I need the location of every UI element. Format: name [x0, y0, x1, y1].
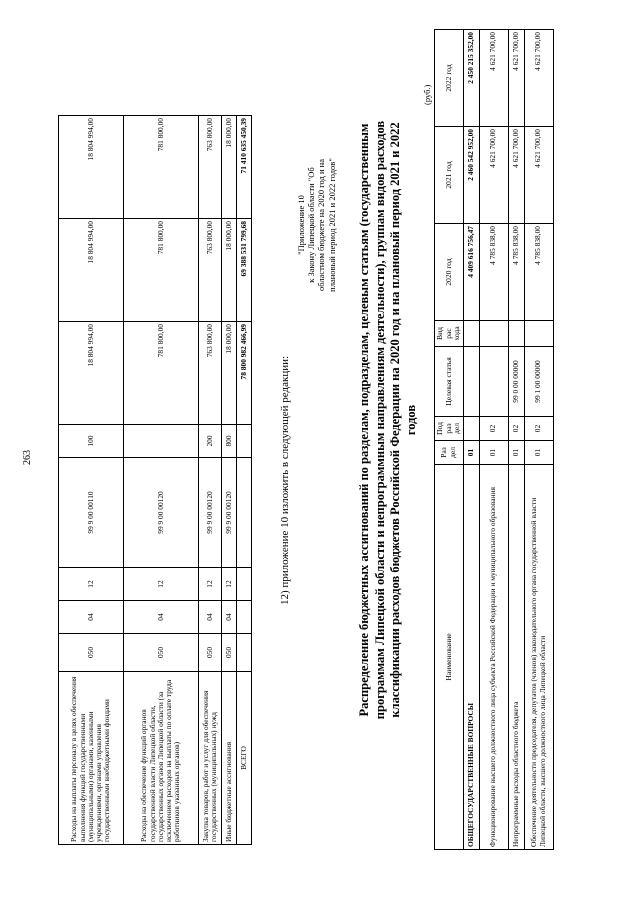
row-name: Закупка товаров, работ и услуг для обеспечения государственных (муниципальных) нужд	[199, 672, 222, 845]
row-vr	[508, 321, 524, 347]
header-2022: 2022 год	[435, 30, 464, 127]
row-name: Обеспечение деятельности председателя, депутатов (членов) законодательного органа государственной власти Липецкой области, высшего должностного лица Липецкой области	[524, 465, 553, 850]
row-2021: 4 621 700,00	[508, 127, 524, 224]
heading-line: программам Липецкой области и непрограммным направлениям деятельности), группам видов расходов	[372, 120, 387, 720]
row-2021: 781 800,00	[124, 219, 199, 322]
amendment-instruction: 12) приложение 10 изложить в следующей редакции:	[279, 355, 291, 605]
total-2022: 71 410 635 450,39	[237, 116, 252, 219]
row-2020: 763 800,00	[199, 322, 222, 425]
unit-label: (руб.)	[422, 84, 432, 105]
row-vr: 800	[222, 425, 237, 458]
row-podrazdel: 12	[222, 568, 237, 601]
row-razdel: 01	[463, 441, 479, 465]
table-row	[59, 116, 124, 845]
row-2021: 2 460 542 952,00	[463, 127, 479, 224]
header-podrazdel: Под раз дел	[435, 417, 464, 441]
total-label: ВСЕГО	[237, 672, 252, 845]
row-2022: 2 450 215 352,00	[463, 30, 479, 127]
row-razdel: 04	[124, 601, 199, 634]
row-razdel: 01	[508, 441, 524, 465]
row-2022: 18 804 994,00	[59, 116, 124, 219]
row-podrazdel: 12	[59, 568, 124, 601]
appendix-line: плановый период 2021 и 2022 годов"	[326, 158, 337, 292]
row-podrazdel: 02	[524, 417, 553, 441]
header-2020: 2020 год	[435, 224, 464, 321]
row-podrazdel: 12	[124, 568, 199, 601]
row-name: Непрограммные расходы областного бюджета	[508, 465, 524, 850]
row-2021: 4 621 700,00	[524, 127, 553, 224]
row-vr	[237, 425, 252, 458]
table-row	[479, 30, 508, 850]
header-name: Наименование	[435, 465, 464, 850]
row-2020: 781 800,00	[124, 322, 199, 425]
table-row	[463, 30, 479, 850]
row-2022: 4 621 700,00	[479, 30, 508, 127]
row-2020: 4 785 838,00	[508, 224, 524, 321]
row-vr: 200	[199, 425, 222, 458]
row-razdel: 01	[479, 441, 508, 465]
row-razdel: 01	[524, 441, 553, 465]
table-row	[222, 116, 237, 845]
row-csr: 99 0 00 00000	[508, 347, 524, 417]
row-podrazdel	[463, 417, 479, 441]
row-code	[237, 634, 252, 672]
row-name: Иные бюджетные ассигнования	[222, 672, 237, 845]
row-2021: 4 621 700,00	[479, 127, 508, 224]
row-vr: 100	[59, 425, 124, 458]
row-2022: 4 621 700,00	[524, 30, 553, 127]
row-csr: 99 1 00 00000	[524, 347, 553, 417]
row-razdel: 04	[222, 601, 237, 634]
row-2021: 763 800,00	[199, 219, 222, 322]
row-code: 050	[124, 634, 199, 672]
row-podrazdel: 12	[199, 568, 222, 601]
row-vr	[524, 321, 553, 347]
row-code: 050	[199, 634, 222, 672]
row-razdel: 04	[59, 601, 124, 634]
document-heading	[357, 115, 420, 725]
row-csr: 99 9 00 00110	[59, 458, 124, 568]
row-2022: 763 800,00	[199, 116, 222, 219]
row-2021: 18 804 994,00	[59, 219, 124, 322]
row-code: 050	[59, 634, 124, 672]
row-2022: 781 800,00	[124, 116, 199, 219]
table-header-row	[435, 30, 464, 850]
table-row	[199, 116, 222, 845]
appendix-line: "Приложение 10	[296, 195, 306, 255]
row-razdel	[237, 601, 252, 634]
heading-line: Распределение бюджетных ассигнований по разделам, подразделам, целевым статьям (государственным	[357, 123, 371, 717]
row-2020: 18 804 994,00	[59, 322, 124, 425]
continued-table	[58, 115, 252, 845]
total-row	[237, 116, 252, 845]
row-2020: 4 785 838,00	[524, 224, 553, 321]
row-name: ОБЩЕГОСУДАРСТВЕННЫЕ ВОПРОСЫ	[463, 465, 479, 850]
table-row	[524, 30, 553, 850]
row-2020: 4 785 838,00	[479, 224, 508, 321]
row-csr: 99 9 00 00120	[199, 458, 222, 568]
table-row	[508, 30, 524, 850]
row-2021: 18 000,00	[222, 219, 237, 322]
row-vr	[479, 321, 508, 347]
header-2021: 2021 год	[435, 127, 464, 224]
row-podrazdel	[237, 568, 252, 601]
header-csr: Целевая статья	[435, 347, 464, 417]
row-csr	[479, 347, 508, 417]
row-2020: 18 000,00	[222, 322, 237, 425]
budget-table	[434, 29, 554, 850]
row-razdel: 04	[199, 601, 222, 634]
row-vr	[124, 425, 199, 458]
appendix-line: областном бюджете на 2020 год и на	[316, 159, 327, 292]
appendix-line: к Закону Липецкой области "Об	[306, 167, 317, 283]
heading-line: классификации расходов бюджетов Российской Федерации на 2020 год и на плановый период 2021 и 2022 годов	[388, 122, 418, 718]
row-podrazdel: 02	[479, 417, 508, 441]
row-csr	[237, 458, 252, 568]
total-2021: 69 388 531 799,68	[237, 219, 252, 322]
row-name: Расходы на выплаты персоналу в целях обеспечения выполнения функций государственными (муниципальными) органами, казенными учреждениями, органами управления государственными внебюджетными фондами	[59, 672, 124, 845]
header-vr: Вид рас хода	[435, 321, 464, 347]
row-csr	[463, 347, 479, 417]
page-number: 263	[22, 450, 33, 465]
row-vr	[463, 321, 479, 347]
total-2020: 78 800 982 466,99	[237, 322, 252, 425]
row-podrazdel: 02	[508, 417, 524, 441]
row-csr: 99 9 00 00120	[124, 458, 199, 568]
row-2022: 18 000,00	[222, 116, 237, 219]
row-name: Расходы на обеспечение функций органов государственной власти Липецкой области, государственных органов Липецкой области (за исключением расходов на выплаты по оплате труда работников указанных органов)	[124, 672, 199, 845]
appendix-note	[296, 95, 337, 355]
row-2022: 4 621 700,00	[508, 30, 524, 127]
row-2020: 4 409 616 756,47	[463, 224, 479, 321]
row-name: Функционирование высшего должностного лица субъекта Российской Федерации и муниципального образования	[479, 465, 508, 850]
table-row	[124, 116, 199, 845]
header-razdel: Раз дел	[435, 441, 464, 465]
row-csr: 99 9 00 00120	[222, 458, 237, 568]
row-code: 050	[222, 634, 237, 672]
